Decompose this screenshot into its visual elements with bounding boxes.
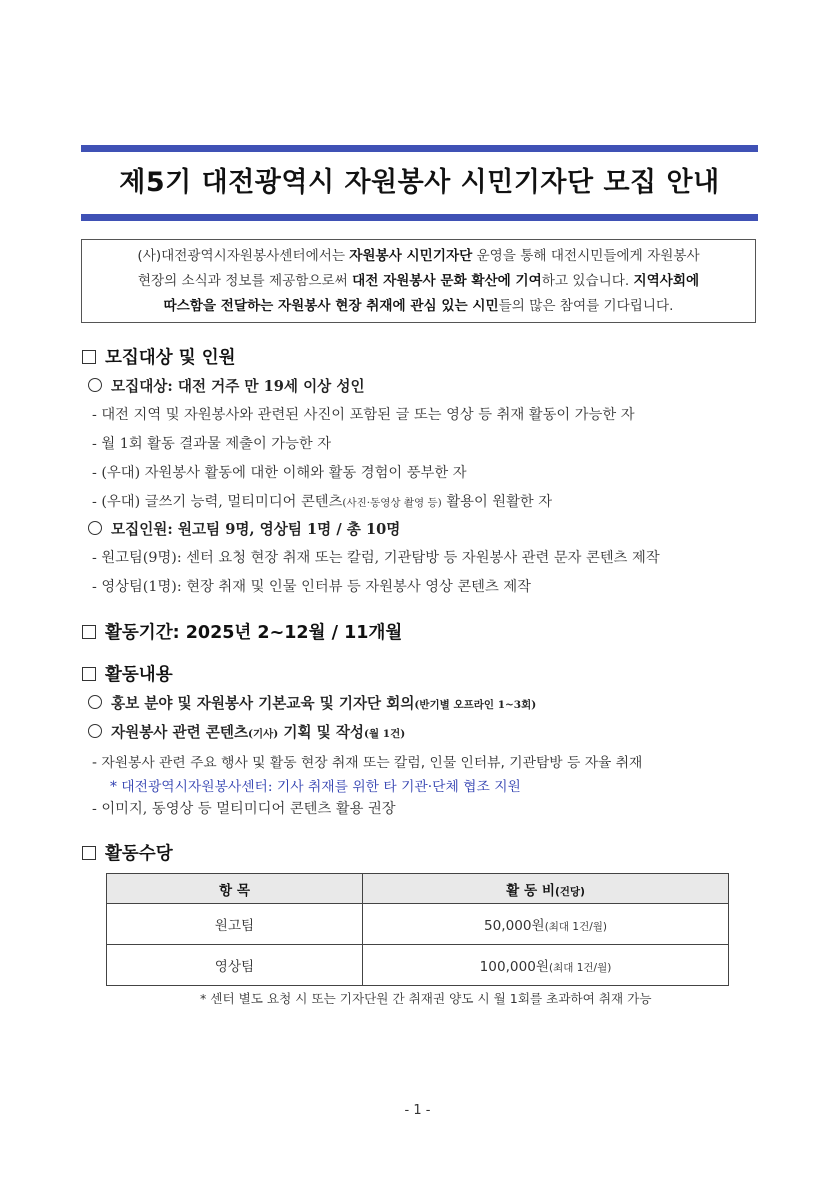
intro-line-2 (82, 269, 755, 294)
count-item-1: - 원고팀(9명): 센터 요청 현장 취재 또는 칼럼, 기관탐방 등 자원봉사 관련 문자 콘텐츠 제작 (92, 550, 660, 566)
header-item-label: 항 목 (219, 882, 250, 899)
intro-text: 들의 많은 참여를 기다립니다. (498, 298, 674, 314)
allowance-table (106, 873, 729, 986)
section-heading-text: 활동내용 (105, 665, 173, 685)
circle-bullet-icon (88, 521, 102, 535)
target-item-4-text: - (우대) 글쓰기 능력, 멀티미디어 콘텐츠 (92, 494, 343, 510)
activity-item-2 (88, 721, 405, 742)
activity-item-1-text: 홍보 분야 및 자원봉사 기본교육 및 기자단 회의 (111, 695, 415, 712)
section-heading-text: 모집대상 및 인원 (105, 348, 236, 368)
intro-emphasis: 자원봉사 시민기자단 (349, 248, 473, 264)
activity-item-2-note: (기사) (248, 728, 279, 740)
circle-bullet-icon (88, 378, 102, 392)
section-heading-text: 활동기간: 2025년 2~12월 / 11개월 (105, 623, 403, 643)
title-top-rule (81, 145, 758, 152)
target-item-4 (92, 491, 552, 511)
intro-text: 운영을 통해 대전시민들에게 자원봉사 (472, 248, 700, 264)
recruit-count (88, 518, 400, 539)
intro-text: (사)대전광역시자원봉사센터에서는 (137, 248, 350, 264)
table-row (107, 904, 729, 945)
target-item-3: - (우대) 자원봉사 활동에 대한 이해와 활동 경험이 풍부한 자 (92, 465, 467, 481)
circle-bullet-icon (88, 695, 102, 709)
activity-item-2-text: 자원봉사 관련 콘텐츠 (111, 724, 249, 741)
table-cell-item: 원고팀 (107, 904, 363, 945)
square-bullet-icon (82, 667, 96, 681)
section-activity-heading (82, 661, 173, 686)
square-bullet-icon (82, 350, 96, 364)
count-item-2: - 영상팀(1명): 현장 취재 및 인물 인터뷰 등 자원봉사 영상 콘텐츠 제작 (92, 579, 531, 595)
table-cell-amount (363, 945, 729, 986)
page-number: - 1 - (404, 1103, 431, 1118)
section-heading-text: 활동수당 (105, 844, 173, 864)
recruit-target-text: 모집대상: 대전 거주 만 19세 이상 성인 (111, 378, 365, 395)
intro-emphasis: 대전 자원봉사 문화 확산에 기여 (352, 273, 542, 289)
page-title: 제5기 대전광역시 자원봉사 시민기자단 모집 안내 (119, 167, 720, 198)
recruit-target (88, 375, 365, 396)
section-period-heading (82, 619, 402, 644)
title-banner (81, 145, 758, 221)
target-item-4-text: 활용이 원활한 자 (441, 494, 553, 510)
target-item-4-note: (사진·동영상 촬영 등) (342, 497, 442, 509)
intro-emphasis: 지역사회에 (633, 273, 700, 289)
activity-item-2-text: 기획 및 작성 (278, 724, 365, 741)
allowance-note: * 센터 별도 요청 시 또는 기자단원 간 취재권 양도 시 월 1회를 초과하여 취재 가능 (200, 991, 652, 1006)
activity-support-note: * 대전광역시자원봉사센터: 기사 취재를 위한 타 기관·단체 협조 지원 (110, 779, 521, 795)
intro-emphasis: 따스함을 전달하는 자원봉사 현장 취재에 관심 있는 시민 (163, 298, 499, 314)
square-bullet-icon (82, 625, 96, 639)
intro-box (81, 239, 756, 323)
amount-limit: (최대 1건/월) (549, 962, 612, 974)
title-bottom-rule (81, 214, 758, 221)
section-allowance-heading (82, 840, 173, 865)
intro-line-1 (82, 244, 755, 269)
recruit-count-text: 모집인원: 원고팀 9명, 영상팀 1명 / 총 10명 (111, 521, 401, 538)
table-header-row (107, 874, 729, 904)
target-item-2: - 월 1회 활동 결과물 제출이 가능한 자 (92, 436, 332, 452)
activity-detail-2: - 이미지, 동영상 등 멀티미디어 콘텐츠 활용 권장 (92, 801, 396, 817)
amount-value: 50,000원 (483, 918, 545, 934)
amount-value: 100,000원 (479, 959, 550, 975)
intro-text: 현장의 소식과 정보를 제공함으로써 (137, 273, 353, 289)
section-recruitment-heading (82, 344, 236, 369)
header-amount-label: 활 동 비 (506, 882, 555, 899)
activity-item-1 (88, 692, 536, 713)
amount-limit: (최대 1건/월) (544, 921, 608, 933)
square-bullet-icon (82, 846, 96, 860)
activity-detail-1: - 자원봉사 관련 주요 행사 및 활동 현장 취재 또는 칼럼, 인물 인터뷰, 기관탐방 등 자율 취재 (92, 755, 643, 771)
header-amount-unit: (건당) (554, 885, 585, 898)
activity-item-2-note: (월 1건) (364, 728, 406, 740)
intro-text: 하고 있습니다. (541, 273, 634, 289)
target-item-1: - 대전 지역 및 자원봉사와 관련된 사진이 포함된 글 또는 영상 등 취재 활동이 가능한 자 (92, 407, 635, 423)
table-cell-amount (363, 904, 729, 945)
table-row (107, 945, 729, 986)
table-cell-item: 영상팀 (107, 945, 363, 986)
table-header-amount (363, 874, 729, 904)
intro-line-3 (82, 294, 755, 319)
table-header-item (107, 874, 363, 904)
activity-item-1-note: (반기별 오프라인 1~3회) (414, 699, 537, 711)
circle-bullet-icon (88, 724, 102, 738)
